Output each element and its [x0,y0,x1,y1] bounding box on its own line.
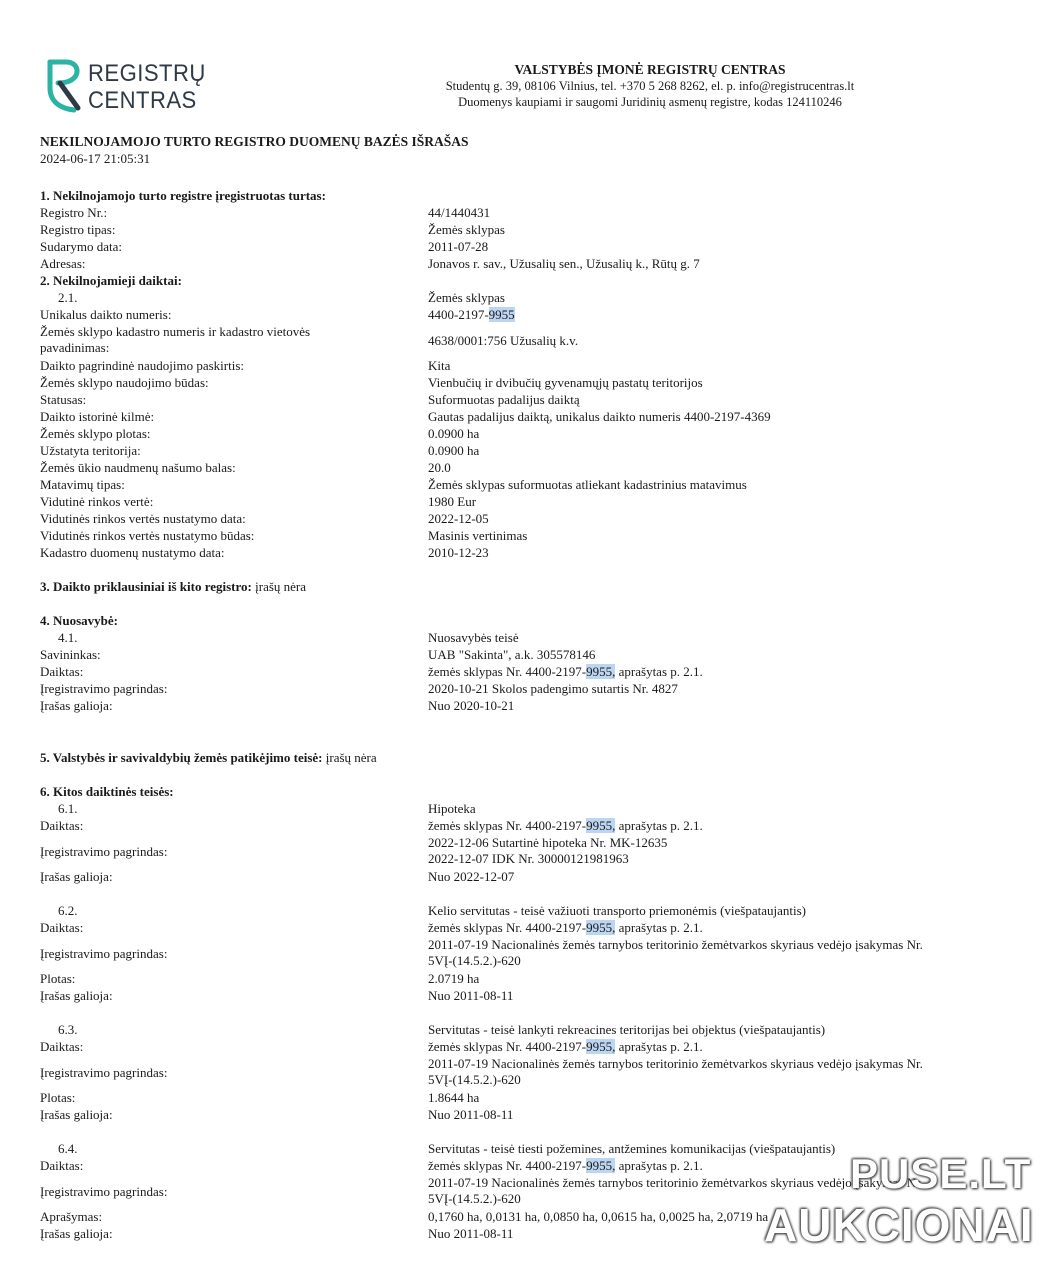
row-label: Įrašas galioja: [40,1107,113,1122]
row-label: Daiktas: [40,818,84,833]
document-title: NEKILNOJAMOJO TURTO REGISTRO DUOMENŲ BAZĖS IŠRAŠAS [40,134,469,149]
row-label: Daiktas: [40,664,84,679]
unique-number-highlight: 9955 [488,307,515,322]
logo-text-line1: REGISTRŲ [88,60,206,87]
row-value: 2020-10-21 Skolos padengimo sutartis Nr. 4827 [428,681,678,696]
sub-value: Žemės sklypas [428,290,505,305]
row-value: 1980 Eur [428,494,477,509]
sub-number: 6.4. [58,1141,78,1156]
object-highlight: 9955, [586,920,616,935]
row-value: 2010-12-23 [428,545,489,560]
row-value: 1.8644 ha [428,1090,480,1105]
s6-basis-row [40,835,1030,869]
object-prefix: žemės sklypas Nr. 4400-2197- [428,818,587,833]
row-value: 0,1760 ha, 0,0131 ha, 0,0850 ha, 0,0615 ha, 0,0025 ha, 2,0719 ha [428,1209,769,1224]
row-value: Nuo 2020-10-21 [428,698,515,713]
watermark-line2: AUKCIONAI [764,1199,1034,1251]
s2-cadastre-row [40,324,1030,356]
item-type: Hipoteka [428,801,476,816]
company-header [380,62,920,110]
unique-number-prefix: 4400-2197- [428,307,489,322]
row-label: Įrašas galioja: [40,1226,113,1241]
basis-line2: 5VĮ-(14.5.2.)-620 [428,1072,521,1087]
row-value: Nuo 2011-08-11 [428,1226,514,1241]
basis-line2: 5VĮ-(14.5.2.)-620 [428,1191,521,1206]
row-value: 20.0 [428,460,451,475]
s6-basis-row [40,1056,1030,1090]
row-value: Masinis vertinimas [428,528,528,543]
row-value: Kita [428,358,451,373]
row-label: Savininkas: [40,647,101,662]
row-value: Jonavos r. sav., Užusalių sen., Užusalių k., Rūtų g. 7 [428,256,700,271]
section-5-title: 5. Valstybės ir savivaldybių žemės patikėjimo teisė: [40,750,323,765]
watermark-line1: PUSE.LT [850,1150,1032,1197]
object-prefix: žemės sklypas Nr. 4400-2197- [428,1039,587,1054]
company-name: VALSTYBĖS ĮMONĖ REGISTRŲ CENTRAS [514,62,786,77]
sub-number: 6.2. [58,903,78,918]
s6-basis-row [40,937,1030,971]
row-label: Įrašas galioja: [40,698,113,713]
sub-number: 4.1. [58,630,78,645]
row-label: Plotas: [40,1090,76,1105]
basis-line2: 5VĮ-(14.5.2.)-620 [428,953,521,968]
row-label: Vidutinės rinkos vertės nustatymo būdas: [40,528,255,543]
row-label: Įregistravimo pagrindas: [40,1065,168,1080]
row-value: 4638/0001:756 Užusalių k.v. [428,333,579,348]
row-value: Nuo 2011-08-11 [428,1107,514,1122]
row-value: 0.0900 ha [428,426,480,441]
row-label: Sudarymo data: [40,239,122,254]
object-prefix: žemės sklypas Nr. 4400-2197- [428,664,587,679]
row-label: Kadastro duomenų nustatymo data: [40,545,225,560]
row-label: Įrašas galioja: [40,988,113,1003]
row-value: Žemės sklypas suformuotas atliekant kadastrinius matavimus [428,477,747,492]
basis-line1: 2011-07-19 Nacionalinės žemės tarnybos teritorinio žemėtvarkos skyriaus vedėjo įsakymas Nr. [428,1175,923,1190]
row-label: Žemės sklypo kadastro numeris ir kadastro vietovės pavadinimas: [40,324,311,355]
basis-line1: 2011-07-19 Nacionalinės žemės tarnybos teritorinio žemėtvarkos skyriaus vedėjo įsakymas Nr. [428,937,923,952]
object-suffix: aprašytas p. 2.1. [615,1039,703,1054]
row-label: Adresas: [40,256,86,271]
object-prefix: žemės sklypas Nr. 4400-2197- [428,920,587,935]
object-highlight: 9955, [586,1158,616,1173]
item-type: Servitutas - teisė lankyti rekreacines teritorijas bei objektus (viešpataujantis) [428,1022,826,1037]
row-label: Daikto pagrindinė naudojimo paskirtis: [40,358,244,373]
row-label: Statusas: [40,392,87,407]
row-label: Daikto istorinė kilmė: [40,409,155,424]
row-label: Daiktas: [40,1039,84,1054]
row-label: Daiktas: [40,920,84,935]
row-label: Įregistravimo pagrindas: [40,1184,168,1199]
document-datetime: 2024-06-17 21:05:31 [40,151,151,166]
row-value: Gautas padalijus daiktą, unikalus daikto numeris 4400-2197-4369 [428,409,771,424]
row-label: Vidutinės rinkos vertės nustatymo data: [40,511,246,526]
row-label: Plotas: [40,971,76,986]
row-label: Žemės sklypo naudojimo būdas: [40,375,209,390]
basis-line1: 2011-07-19 Nacionalinės žemės tarnybos teritorinio žemėtvarkos skyriaus vedėjo įsakymas Nr. [428,1056,923,1071]
object-suffix: aprašytas p. 2.1. [615,664,703,679]
row-label: Unikalus daikto numeris: [40,307,172,322]
row-value: 2022-12-05 [428,511,489,526]
section-3-title: 3. Daikto priklausiniai iš kito registro: [40,579,252,594]
row-label: Žemės ūkio naudmenų našumo balas: [40,460,236,475]
object-suffix: aprašytas p. 2.1. [615,818,703,833]
sub-value: Nuosavybės teisė [428,630,519,645]
object-suffix: aprašytas p. 2.1. [615,920,703,935]
row-value: Nuo 2011-08-11 [428,988,514,1003]
section-5-note: įrašų nėra [325,750,377,765]
row-value: 0.0900 ha [428,443,480,458]
object-suffix: aprašytas p. 2.1. [615,1158,703,1173]
section-3-note: įrašų nėra [255,579,307,594]
item-type: Kelio servitutas - teisė važiuoti transporto priemonėmis (viešpataujantis) [428,903,806,918]
object-highlight: 9955, [586,818,616,833]
row-value: Nuo 2022-12-07 [428,869,515,884]
sub-number: 6.3. [58,1022,78,1037]
row-label: Įregistravimo pagrindas: [40,844,168,859]
object-highlight: 9955, [586,664,616,679]
section-6-heading: 6. Kitos daiktinės teisės: [40,784,174,799]
section-5-heading [40,750,377,766]
row-label: Užstatyta teritorija: [40,443,141,458]
row-label: Vidutinė rinkos vertė: [40,494,154,509]
section-1-heading: 1. Nekilnojamojo turto registre įregistruotas turtas: [40,188,326,203]
row-label: Aprašymas: [40,1209,103,1224]
registru-centras-logo [44,58,214,116]
sub-number: 6.1. [58,801,78,816]
basis-line2: 2022-12-07 IDK Nr. 30000121981963 [428,851,629,866]
logo-text-line2: CENTRAS [88,87,197,114]
row-label: Įrašas galioja: [40,869,113,884]
company-note: Duomenys kaupiami ir saugomi Juridinių asmenų registre, kodas 124110246 [458,95,842,109]
row-value: UAB "Sakinta", a.k. 305578146 [428,647,596,662]
section-2-heading: 2. Nekilnojamieji daiktai: [40,273,182,288]
row-label: Daiktas: [40,1158,84,1173]
object-prefix: žemės sklypas Nr. 4400-2197- [428,1158,587,1173]
row-value: Suformuotas padalijus daiktą [428,392,580,407]
row-value: 2011-07-28 [428,239,489,254]
company-address: Studentų g. 39, 08106 Vilnius, tel. +370 5 268 8262, el. p. info@registrucentras.lt [445,79,855,93]
sub-number: 2.1. [58,290,78,305]
row-value: Vienbučių ir dvibučių gyvenamųjų pastatų teritorijos [428,375,703,390]
row-label: Įregistravimo pagrindas: [40,946,168,961]
row-label: Matavimų tipas: [40,477,125,492]
row-label: Registro tipas: [40,222,116,237]
item-type: Servitutas - teisė tiesti požemines, antžemines komunikacijas (viešpataujantis) [428,1141,836,1156]
row-value: Žemės sklypas [428,222,505,237]
row-label: Žemės sklypo plotas: [40,426,151,441]
section-3-heading [40,579,306,595]
basis-line1: 2022-12-06 Sutartinė hipoteka Nr. MK-12635 [428,835,668,850]
object-highlight: 9955, [586,1039,616,1054]
row-label: Registro Nr.: [40,205,108,220]
row-value: 44/1440431 [428,205,491,220]
row-label: Įregistravimo pagrindas: [40,681,168,696]
section-4-heading: 4. Nuosavybė: [40,613,119,628]
logo-mark-icon [44,58,84,114]
row-value: 2.0719 ha [428,971,480,986]
